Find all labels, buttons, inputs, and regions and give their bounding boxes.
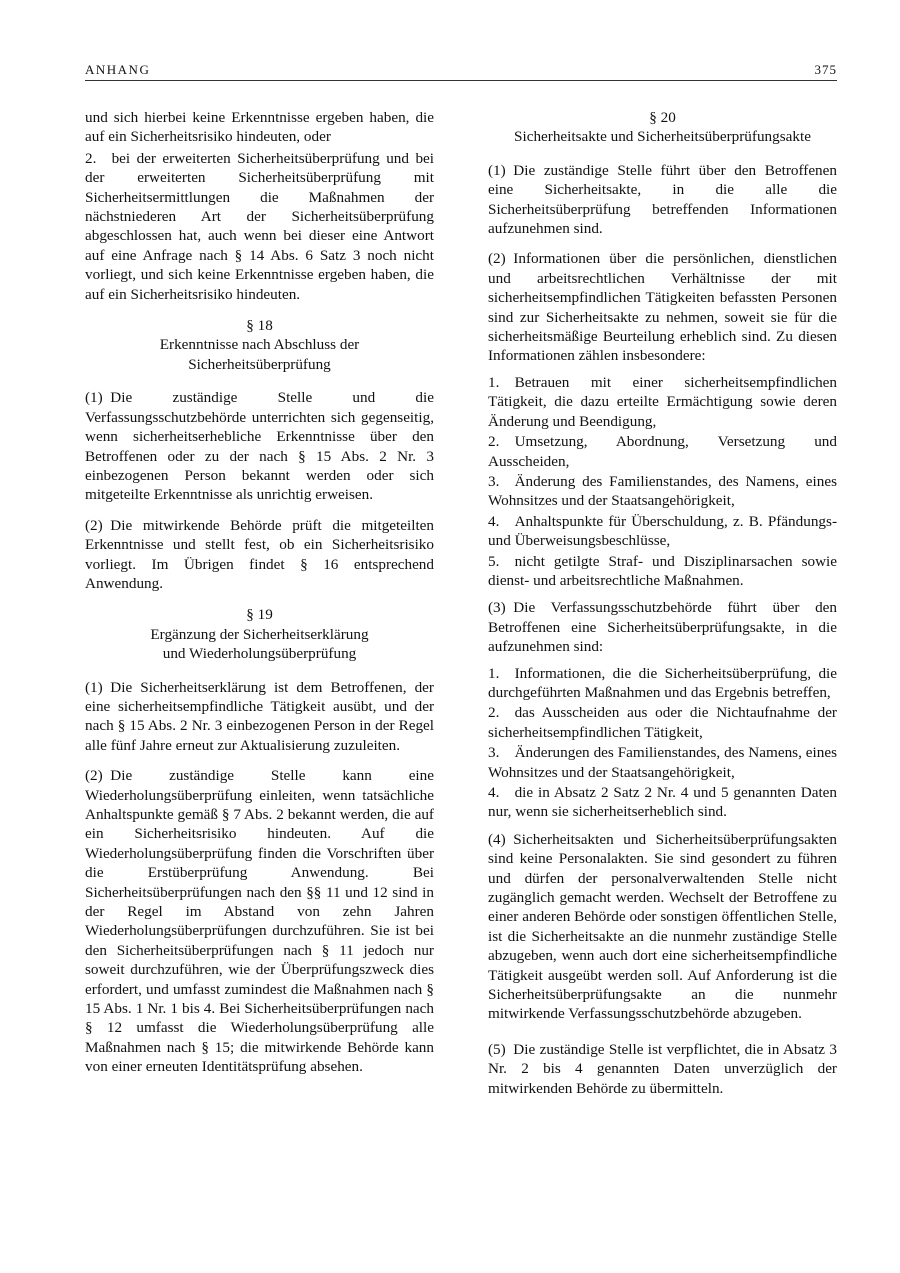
list-item: 2. das Ausscheiden aus oder die Nichtaufnahme der sicherheitsempfindlichen Tätigkeit,: [488, 704, 837, 741]
section-label: ANHANG: [85, 62, 151, 77]
section-20-heading: [488, 108, 837, 147]
paragraph: (5) Die zuständige Stelle ist verpflichtet, die in Absatz 3 Nr. 2 bis 4 genannten Daten unverzüglich der mitwirkenden Behörde zu übermitteln.: [488, 1040, 837, 1097]
section-title-line: Sicherheitsakte und Sicherheitsüberprüfungsakte: [514, 128, 811, 146]
list-item: 4. Anhaltspunkte für Überschuldung, z. B. Pfändungs- und Überweisungsbeschlüsse,: [488, 512, 837, 550]
section-number: § 18: [246, 317, 273, 335]
section-title-line: Sicherheitsüberprüfung: [188, 355, 331, 373]
list-item-2: 2. bei der erweiterten Sicherheitsüberprüfung und bei der erweiterten Sicherheitsüberprüfung mit Sicherheitsermittlungen die Maßnahmen der nächstniederen Art der Sicherheitsüberprüfung abgeschlossen hat, auch wenn bei dieser eine Antwort auf eine Anfrage nach § 14 Abs. 6 Satz 3 noch nicht vorliegt, und sich keine Erkenntnisse ergeben haben, die auf ein Sicherheitsrisiko hindeuten.: [85, 149, 434, 303]
list-item: 5. nicht getilgte Straf- und Disziplinarsachen sowie dienst- und arbeitsrechtliche Maßnahmen.: [488, 552, 837, 589]
section-19-heading: [85, 605, 434, 663]
right-column: [488, 108, 837, 1109]
paragraph: (2) Die mitwirkende Behörde prüft die mitgeteilten Erkenntnisse und stellt fest, ob ein Sicherheitsrisiko vorliegt. Im Übrigen findet § 16 entsprechend Anwendung.: [85, 516, 434, 592]
left-column: [85, 108, 434, 1088]
paragraph: (2) Die zuständige Stelle kann eine Wiederholungsüberprüfung einleiten, wenn tatsächliche Anhaltspunkte gemäß § 7 Abs. 2 bekannt werden, die auf ein Sicherheitsrisiko hindeuten. Auf die Wiederholungsüberprüfung finden die Vorschriften über die Erstüberprüfung Anwendung. Bei Sicherheitsüberprüfungen nach den §§ 11 und 12 sind in der Regel im Abstand von zehn Jahren Wiederholungsüberprüfungen durchzuführen. Sie ist bei den Sicherheitsüberprüfungen nach § 11 jedoch nur soweit durchzuführen, wie der Überprüfungszweck dies erfordert, und umfasst zumindest die Maßnahmen nach § 15 Abs. 1 Nr. 1 bis 4. Bei Sicherheitsüberprüfungen nach § 12 umfasst die Wiederholungsüberprüfung alle Maßnahmen nach § 15; die mitwirkende Behörde kann von einer erneuten Identitätsprüfung absehen.: [85, 767, 434, 1076]
paragraph: (1) Die zuständige Stelle führt über den Betroffenen eine Sicherheitsakte, in die alle die Sicherheitsüberprüfung betreffenden Informationen aufzunehmen sind.: [488, 161, 837, 238]
section-number: § 19: [246, 606, 273, 624]
paragraph-continuation: und sich hierbei keine Erkenntnisse ergeben haben, die auf ein Sicherheitsrisiko hindeuten, oder: [85, 109, 434, 146]
running-header: [85, 62, 837, 81]
list-item: 3. Änderung des Familienstandes, des Namens, eines Wohnsitzes und der Staatsangehörigkeit,: [488, 472, 837, 510]
paragraph: (3) Die Verfassungsschutzbehörde führt über den Betroffenen eine Sicherheitsüberprüfungsakte, in die aufzunehmen sind:: [488, 599, 837, 656]
list-item: 1. Informationen, die die Sicherheitsüberprüfung, die durchgeführten Maßnahmen und das Ergebnis betreffen,: [488, 664, 837, 701]
paragraph: (1) Die Sicherheitserklärung ist dem Betroffenen, der eine sicherheitsempfindliche Tätigkeit ausübt, und der nach § 15 Abs. 2 Nr. 3 einbezogenen Person in der Regel alle fünf Jahre erneut zur Aktualisierung zuzuleiten.: [85, 678, 434, 754]
list-item: 3. Änderungen des Familienstandes, des Namens, eines Wohnsitzes und der Staatsangehörigkeit,: [488, 744, 837, 781]
section-title-line: Ergänzung der Sicherheitserklärung: [150, 625, 369, 643]
paragraph: (1) Die zuständige Stelle und die Verfassungsschutzbehörde unterrichten sich gegenseitig, wenn sicherheitserhebliche Erkenntnisse über den Betroffenen oder zu der nach § 15 Abs. 2 Nr. 3 einbezogenen Person bekannt werden oder sich mitgeteilte Erkenntnisse als unrichtig erweisen.: [85, 389, 434, 504]
page-number: 375: [814, 62, 837, 77]
section-number: § 20: [649, 109, 676, 126]
list-item: 1. Betrauen mit einer sicherheitsempfindlichen Tätigkeit, die dazu erteilte Ermächtigung sowie deren Änderung und Beendigung,: [488, 373, 837, 430]
paragraph: (4) Sicherheitsakten und Sicherheitsüberprüfungsakten sind keine Personalakten. Sie sind gesondert zu führen und dürfen der personalverwaltenden Stelle nicht zugänglich gemacht werden. Wechselt der Betroffene zu einer anderen Behörde oder sonstigen öffentlichen Stelle, ist die Sicherheitsakte an die nunmehr zuständige Stelle abzugeben, wenn auch dort eine sicherheitsempfindliche Tätigkeit ausgeübt werden soll. Auf Anforderung ist die Sicherheitsüberprüfungsakte an die nunmehr mitwirkende Verfassungsschutzbehörde abzugeben.: [488, 830, 837, 1023]
list-item: 4. die in Absatz 2 Satz 2 Nr. 4 und 5 genannten Daten nur, wenn sie sicherheitserheblich sind.: [488, 784, 837, 821]
list-item: 2. Umsetzung, Abordnung, Versetzung und Ausscheiden,: [488, 433, 837, 470]
section-title-line: und Wiederholungsüberprüfung: [162, 645, 357, 663]
section-18-heading: [85, 316, 434, 374]
section-title-line: Erkenntnisse nach Abschluss der: [159, 336, 360, 354]
paragraph: (2) Informationen über die persönlichen, dienstlichen und arbeitsrechtlichen Verhältnisse der mit sicherheitsempfindlichen Tätigkeiten befassten Personen sind zur Sicherheitsakte zu nehmen, soweit sie für die sicherheitsmäßige Beurteilung erheblich sind. Zu diesen Informationen zählen insbesondere:: [488, 250, 837, 365]
